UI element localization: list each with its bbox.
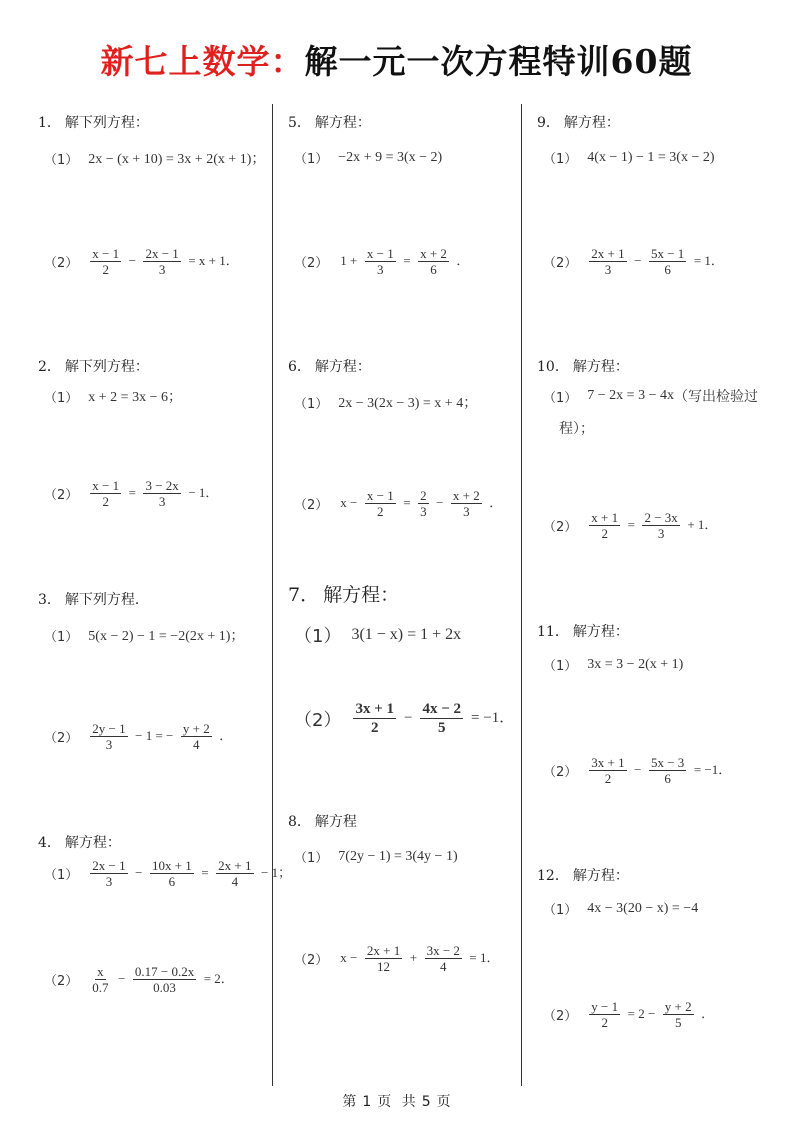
problem-part-2: （2） $\frac{2y - 1}{3}$ − 1 = − $\frac{y + 2}{4}$ ． <box>44 721 233 752</box>
problem-heading: 3． 解下列方程． <box>38 592 149 608</box>
equation: 2x − 3(2x − 3) = x + 4； <box>338 396 478 411</box>
equation: −2x + 9 = 3(x − 2) <box>338 149 443 165</box>
problem-note: （写出检验过 <box>673 389 758 405</box>
equation: 4(x − 1) − 1 = 3(x − 2) <box>587 149 715 165</box>
problem-5 <box>288 112 470 277</box>
problem-part-1: （1） 7 − 2x = 3 − 4x （写出检验过 <box>543 388 758 406</box>
problem-part-2: （2） $\frac{3x + 1}{2}$ − $\frac{4x - 2}{5}$ = −1． <box>294 701 515 736</box>
problem-9 <box>537 112 724 277</box>
problem-part-1: （1） 2x − (x + 10) = 3x + 2(x + 1)； <box>44 148 265 168</box>
problem-heading: 9． 解方程： <box>537 115 620 131</box>
equation: 4x − 3(20 − x) = −4 <box>587 900 699 916</box>
problem-1 <box>38 112 266 277</box>
problem-heading: 11． 解方程： <box>537 624 629 640</box>
problem-part-1: （1） 5(x − 2) − 1 = −2(2x + 1)； <box>44 625 244 645</box>
problem-part-2: （2） $\frac{x - 1}{2}$ − $\frac{2x - 1}{3}$ = x + 1． <box>44 246 239 277</box>
equation: x − $\frac{x - 1}{2}$ = $\frac{2}{3}$ − $\frac{x + 2}{3}$ ． <box>340 488 503 519</box>
problem-part-2: （2） $\frac{x - 1}{2}$ = $\frac{3 - 2x}{3}$ − 1． <box>44 478 219 509</box>
equation: 2x − (x + 10) = 3x + 2(x + 1)； <box>88 152 266 167</box>
equation: 1 + $\frac{x - 1}{3}$ = $\frac{x + 2}{6}$ ． <box>340 246 470 277</box>
equation: 3x = 3 − 2(x + 1) <box>587 656 684 672</box>
page-title <box>0 36 793 83</box>
problem-part-2: （2） $\frac{2x + 1}{3}$ − $\frac{5x - 1}{6}$ = 1． <box>543 246 724 277</box>
problem-2 <box>38 356 219 509</box>
column-divider-left <box>272 104 273 1086</box>
problem-heading: 8． 解方程 <box>288 814 357 830</box>
problem-part-1: （1） −2x + 9 = 3(x − 2) <box>294 149 443 167</box>
problem-part-2: （2） $\frac{x + 1}{2}$ = $\frac{2 - 3x}{3}$ + 1． <box>543 510 718 541</box>
page-footer: 第 1 页 共 5 页 <box>342 1094 451 1110</box>
problem-heading: 2． 解下列方程： <box>38 359 149 375</box>
equation: 7(2y − 1) = 3(4y − 1) <box>338 848 458 864</box>
problem-note-continued: 程）； <box>559 421 594 437</box>
problem-8 <box>288 811 500 974</box>
problem-heading: 5． 解方程： <box>288 115 371 131</box>
equation: 7 − 2x = 3 − 4x <box>587 388 674 403</box>
equation: $\frac{x - 1}{2}$ = $\frac{3 - 2x}{3}$ − 1． <box>92 478 219 509</box>
problem-part-2: （2） $\frac{3x + 1}{2}$ − $\frac{5x - 3}{6}$ = −1． <box>543 755 732 786</box>
problem-heading: 4． 解方程： <box>38 835 121 851</box>
problem-part-2: （2） x − $\frac{2x + 1}{12}$ + $\frac{3x - 2}{4}$ = 1． <box>294 943 500 974</box>
equation: x − $\frac{2x + 1}{12}$ + $\frac{3x - 2}{4}$ = 1． <box>340 943 500 974</box>
equation: $\frac{2y - 1}{3}$ − 1 = − $\frac{y + 2}{4}$ ． <box>92 721 233 752</box>
problem-part-1: （1） x + 2 = 3x − 6； <box>44 386 182 406</box>
problem-part-1: （1） 7(2y − 1) = 3(4y − 1) <box>294 848 458 866</box>
problem-part-2: （2） $\frac{x}{0.7}$ − $\frac{0.17 - 0.2x}{0.03}$ = 2． <box>44 964 234 995</box>
problem-7 <box>288 580 515 736</box>
equation: 5(x − 2) − 1 = −2(2x + 1)； <box>88 629 245 644</box>
problem-3 <box>38 589 245 752</box>
column-divider-right <box>521 104 522 1086</box>
problem-10 <box>537 356 758 541</box>
problem-part-1: （1） 4(x − 1) − 1 = 3(x − 2) <box>543 149 715 167</box>
equation: $\frac{3x + 1}{2}$ − $\frac{5x - 3}{6}$ = −1． <box>591 755 732 786</box>
equation: $\frac{2x - 1}{3}$ − $\frac{10x + 1}{6}$ = $\frac{2x + 1}{4}$ − 1； <box>92 858 292 889</box>
problem-12 <box>537 865 715 1030</box>
problem-4 <box>38 832 292 995</box>
equation: $\frac{x - 1}{2}$ − $\frac{2x - 1}{3}$ = x + 1． <box>92 246 239 277</box>
equation: 3(1 − x) = 1 + 2x <box>351 626 462 643</box>
problem-heading: 6． 解方程： <box>288 359 371 375</box>
problem-part-2: （2） x − $\frac{x - 1}{2}$ = $\frac{2}{3}$ − $\frac{x + 2}{3}$ ． <box>294 488 503 519</box>
problem-part-1: （1） 4x − 3(20 − x) = −4 <box>543 900 699 918</box>
equation: x + 2 = 3x − 6； <box>88 390 182 405</box>
equation: $\frac{y - 1}{2}$ = 2 − $\frac{y + 2}{5}$ ． <box>591 999 715 1030</box>
problem-part-1: （1） $\frac{2x - 1}{3}$ − $\frac{10x + 1}{6}$ = $\frac{2x + 1}{4}$ − 1； <box>44 858 292 889</box>
title-main: 解一元一次方程特训60题 <box>304 42 693 81</box>
problem-part-2: （2） $\frac{y - 1}{2}$ = 2 − $\frac{y + 2}{5}$ ． <box>543 999 715 1030</box>
equation: $\frac{x + 1}{2}$ = $\frac{2 - 3x}{3}$ + 1． <box>591 510 718 541</box>
problem-part-1: （1） 3x = 3 − 2(x + 1) <box>543 656 684 674</box>
total-pages: 5 <box>421 1094 431 1110</box>
problem-6 <box>288 356 503 519</box>
equation: $\frac{x}{0.7}$ − $\frac{0.17 - 0.2x}{0.03}$ = 2． <box>92 964 234 995</box>
title-prefix: 新七上数学： <box>100 42 305 81</box>
equation: $\frac{3x + 1}{2}$ − $\frac{4x - 2}{5}$ = −1． <box>355 701 515 736</box>
problem-part-1: （1） 3(1 − x) = 1 + 2x <box>294 626 462 647</box>
problem-heading: 1． 解下列方程： <box>38 115 149 131</box>
problem-11 <box>537 621 732 786</box>
current-page-number: 1 <box>362 1094 372 1110</box>
problem-heading: 10． 解方程： <box>537 359 629 375</box>
problem-heading: 7． 解方程： <box>288 584 400 606</box>
problem-part-1: （1） 2x − 3(2x − 3) = x + 4； <box>294 392 477 412</box>
problem-heading: 12． 解方程： <box>537 868 629 884</box>
problem-part-2: （2） 1 + $\frac{x - 1}{3}$ = $\frac{x + 2}{6}$ ． <box>294 246 470 277</box>
equation: $\frac{2x + 1}{3}$ − $\frac{5x - 1}{6}$ = 1． <box>591 246 724 277</box>
